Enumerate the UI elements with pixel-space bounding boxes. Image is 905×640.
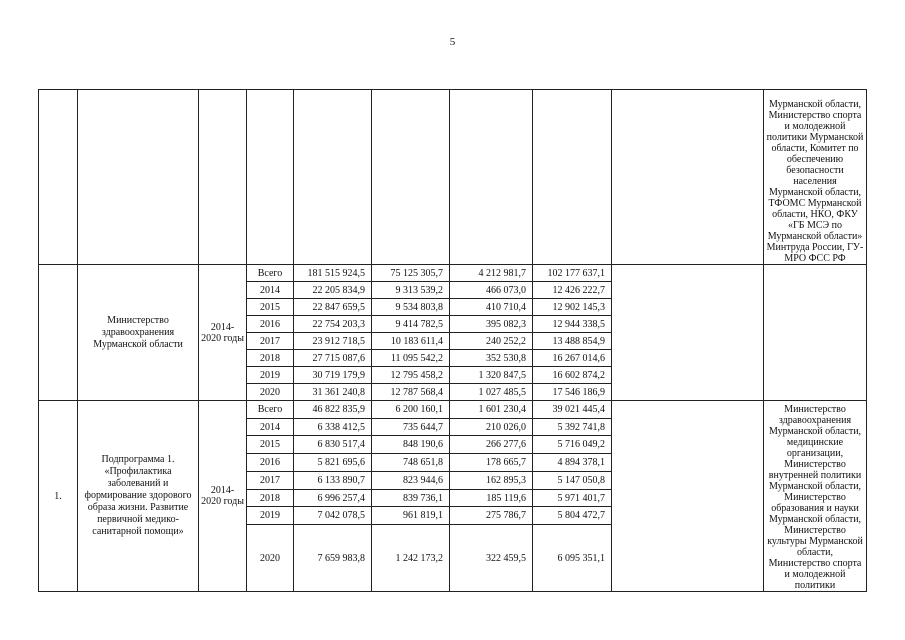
year-cell: 2018: [247, 350, 294, 367]
other-sources-cell: 5 716 049,2: [533, 436, 612, 454]
empty-cell: [612, 90, 764, 265]
result-cell: [612, 401, 764, 592]
empty-cell: [78, 90, 199, 265]
federal-budget-cell: 322 459,5: [450, 525, 533, 592]
regional-budget-cell: 748 651,8: [372, 454, 450, 472]
continuation-row: [39, 90, 867, 265]
other-sources-cell: 4 894 378,1: [533, 454, 612, 472]
year-cell: 2015: [247, 299, 294, 316]
regional-budget-cell: 1 242 173,2: [372, 525, 450, 592]
federal-budget-cell: 185 119,6: [450, 489, 533, 507]
other-sources-cell: 12 426 222,7: [533, 282, 612, 299]
federal-budget-cell: 352 530,8: [450, 350, 533, 367]
page-number: 5: [449, 36, 456, 48]
total-cell: 46 822 835,9: [294, 401, 372, 419]
executors-cell: [764, 265, 867, 401]
total-cell: 6 830 517,4: [294, 436, 372, 454]
total-cell: 181 515 924,5: [294, 265, 372, 282]
row-number: [39, 265, 78, 401]
period: 2014-2020 годы: [199, 265, 247, 401]
year-cell: 2020: [247, 384, 294, 401]
executors-continuation: Мурманской области, Министерство спорта и молодежной политики Мурманской области, Комитет по обеспечению безопасности населения Мурманской области, ТФОМС Мурманской области, НКО, ФКУ «ГБ МСЭ по Мурманской области» Минтруда России, ГУ-МРО ФСС РФ: [764, 90, 867, 265]
regional-budget-cell: 823 944,6: [372, 471, 450, 489]
total-cell: 31 361 240,8: [294, 384, 372, 401]
regional-budget-cell: 9 534 803,8: [372, 299, 450, 316]
other-sources-cell: 5 147 050,8: [533, 471, 612, 489]
regional-budget-cell: 9 414 782,5: [372, 316, 450, 333]
budget-table: [38, 89, 867, 592]
other-sources-cell: 5 971 401,7: [533, 489, 612, 507]
other-sources-cell: 6 095 351,1: [533, 525, 612, 592]
regional-budget-cell: 848 190,6: [372, 436, 450, 454]
year-cell: 2016: [247, 316, 294, 333]
federal-budget-cell: 4 212 981,7: [450, 265, 533, 282]
federal-budget-cell: 395 082,3: [450, 316, 533, 333]
federal-budget-cell: 210 026,0: [450, 418, 533, 436]
total-cell: 6 996 257,4: [294, 489, 372, 507]
other-sources-cell: 16 267 014,6: [533, 350, 612, 367]
total-cell: 6 338 412,5: [294, 418, 372, 436]
total-cell: 22 847 659,5: [294, 299, 372, 316]
year-cell: 2016: [247, 454, 294, 472]
federal-budget-cell: 240 252,2: [450, 333, 533, 350]
table-row: [39, 401, 867, 419]
regional-budget-cell: 12 787 568,4: [372, 384, 450, 401]
period: 2014-2020 годы: [199, 401, 247, 592]
total-cell: 27 715 087,6: [294, 350, 372, 367]
total-cell: 5 821 695,6: [294, 454, 372, 472]
total-cell: 7 042 078,5: [294, 507, 372, 525]
federal-budget-cell: 275 786,7: [450, 507, 533, 525]
total-cell: 23 912 718,5: [294, 333, 372, 350]
total-cell: 30 719 179,9: [294, 367, 372, 384]
year-cell: Всего: [247, 401, 294, 419]
regional-budget-cell: 9 313 539,2: [372, 282, 450, 299]
year-cell: 2018: [247, 489, 294, 507]
regional-budget-cell: 12 795 458,2: [372, 367, 450, 384]
other-sources-cell: 13 488 854,9: [533, 333, 612, 350]
regional-budget-cell: 75 125 305,7: [372, 265, 450, 282]
total-cell: 6 133 890,7: [294, 471, 372, 489]
year-cell: 2014: [247, 418, 294, 436]
ministry-name: Министерство здравоохранения Мурманской области: [78, 265, 199, 401]
federal-budget-cell: 1 601 230,4: [450, 401, 533, 419]
year-cell: 2017: [247, 333, 294, 350]
empty-cell: [247, 90, 294, 265]
empty-cell: [39, 90, 78, 265]
subprogram-name: Подпрограмма 1. «Профилактика заболеваний и формирование здорового образа жизни. Развитие первичной медико-санитарной помощи»: [78, 401, 199, 592]
year-cell: 2017: [247, 471, 294, 489]
total-cell: 22 205 834,9: [294, 282, 372, 299]
year-cell: Всего: [247, 265, 294, 282]
federal-budget-cell: 266 277,6: [450, 436, 533, 454]
federal-budget-cell: 178 665,7: [450, 454, 533, 472]
year-cell: 2015: [247, 436, 294, 454]
empty-cell: [533, 90, 612, 265]
other-sources-cell: 12 944 338,5: [533, 316, 612, 333]
federal-budget-cell: 1 027 485,5: [450, 384, 533, 401]
other-sources-cell: 5 804 472,7: [533, 507, 612, 525]
empty-cell: [450, 90, 533, 265]
federal-budget-cell: 466 073,0: [450, 282, 533, 299]
federal-budget-cell: 410 710,4: [450, 299, 533, 316]
year-cell: 2014: [247, 282, 294, 299]
regional-budget-cell: 839 736,1: [372, 489, 450, 507]
total-cell: 7 659 983,8: [294, 525, 372, 592]
executors-cell: Министерство здравоохранения Мурманской области, медицинские организации, Министерство внутренней политики Мурманской области, Министерство образования и науки Мурманской области, Министерство культуры Мурманской области, Министерство спорта и молодежной политики: [764, 401, 867, 592]
other-sources-cell: 16 602 874,2: [533, 367, 612, 384]
regional-budget-cell: 6 200 160,1: [372, 401, 450, 419]
regional-budget-cell: 961 819,1: [372, 507, 450, 525]
total-cell: 22 754 203,3: [294, 316, 372, 333]
row-number: 1.: [39, 401, 78, 592]
other-sources-cell: 17 546 186,9: [533, 384, 612, 401]
other-sources-cell: 12 902 145,3: [533, 299, 612, 316]
regional-budget-cell: 735 644,7: [372, 418, 450, 436]
table-row: [39, 265, 867, 282]
other-sources-cell: 39 021 445,4: [533, 401, 612, 419]
federal-budget-cell: 1 320 847,5: [450, 367, 533, 384]
year-cell: 2019: [247, 507, 294, 525]
empty-cell: [294, 90, 372, 265]
year-cell: 2019: [247, 367, 294, 384]
regional-budget-cell: 11 095 542,2: [372, 350, 450, 367]
other-sources-cell: 5 392 741,8: [533, 418, 612, 436]
empty-cell: [199, 90, 247, 265]
other-sources-cell: 102 177 637,1: [533, 265, 612, 282]
federal-budget-cell: 162 895,3: [450, 471, 533, 489]
year-cell: 2020: [247, 525, 294, 592]
result-cell: [612, 265, 764, 401]
regional-budget-cell: 10 183 611,4: [372, 333, 450, 350]
empty-cell: [372, 90, 450, 265]
